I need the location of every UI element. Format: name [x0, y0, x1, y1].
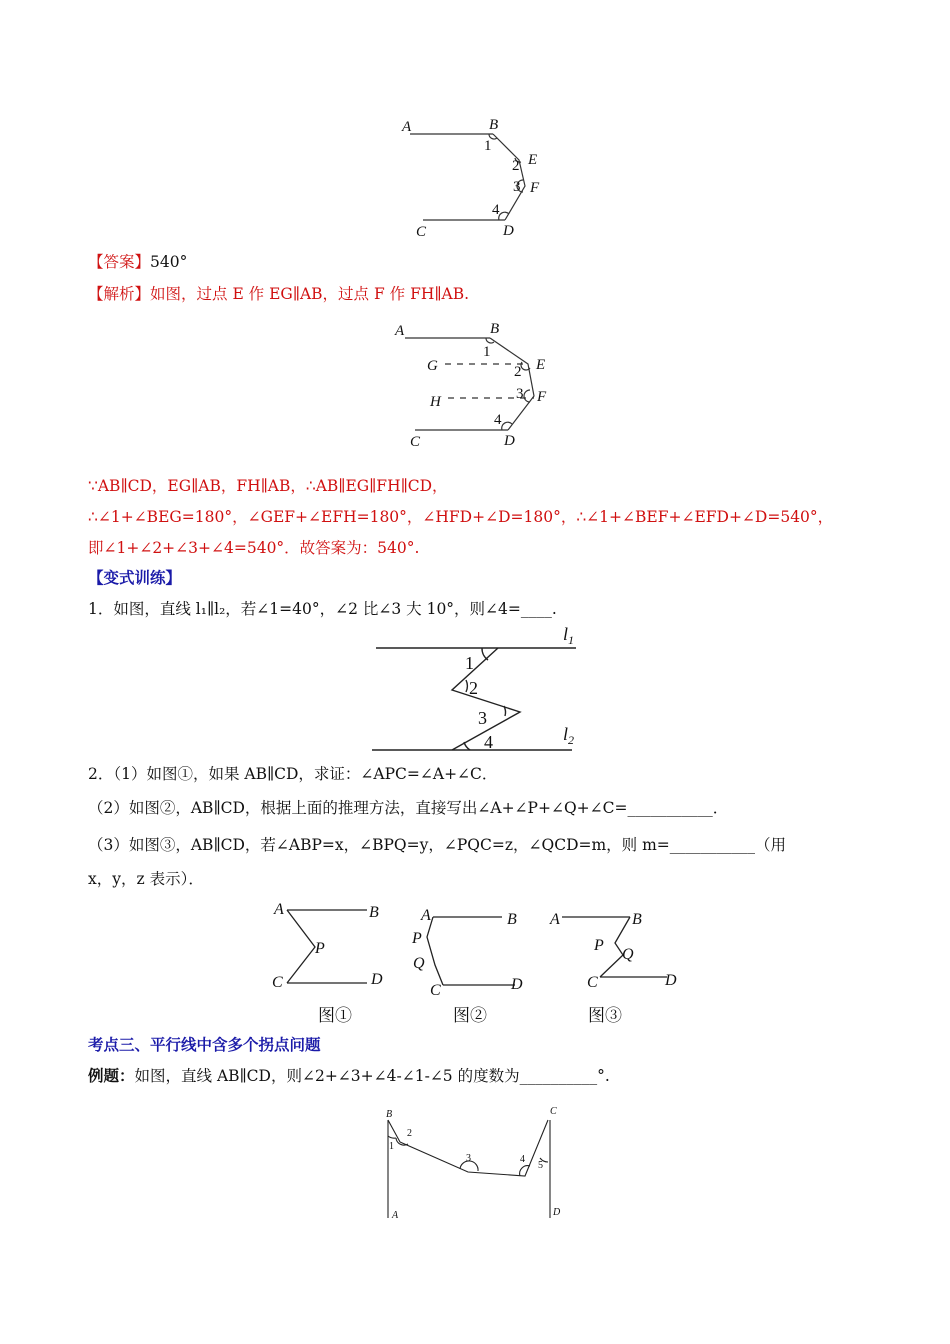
fig2-label-b: B: [490, 321, 500, 337]
question-2-1: 2．（1）如图①，如果 AB∥CD，求证：∠APC=∠A+∠C．: [88, 765, 498, 783]
question-2-2: （2）如图②，AB∥CD，根据上面的推理方法，直接写出∠A+∠P+∠Q+∠C=___________．: [88, 799, 729, 817]
figure-1: [395, 110, 565, 240]
figure-3: [370, 620, 590, 755]
f3-label-a: A: [550, 911, 560, 928]
f1-label-b: B: [369, 904, 379, 921]
f2-label-a: A: [421, 907, 431, 924]
fig4-label-5: 5: [538, 1160, 543, 1171]
answer-value: 540°: [150, 253, 188, 271]
fig4-label-d: D: [553, 1207, 561, 1218]
fig1-label-c: C: [416, 224, 427, 240]
fig3-label-3: 3: [478, 708, 487, 728]
fig2-label-h: H: [430, 394, 441, 410]
figure-2: [390, 318, 570, 453]
fig2-label-1: 1: [483, 344, 491, 360]
fig1-label-2: 2: [512, 158, 520, 174]
fig3-label-4: 4: [484, 732, 493, 752]
fig2-label-c: C: [410, 434, 421, 450]
fig1-label-4: 4: [492, 202, 500, 218]
fig1-label-d: D: [503, 223, 514, 239]
analysis-line: [88, 283, 469, 305]
fig4-label-b: B: [386, 1109, 393, 1120]
f1-caption: 图①: [318, 1006, 352, 1025]
f3-caption: 图③: [588, 1006, 622, 1025]
proof-line-1: ∵AB∥CD，EG∥AB，FH∥AB，∴AB∥EG∥FH∥CD，: [88, 477, 448, 495]
f3-label-p: P: [594, 937, 604, 954]
section3-heading: 考点三、平行线中含多个拐点问题: [88, 1035, 321, 1054]
fig2-label-3: 3: [516, 386, 524, 402]
fig2-label-4: 4: [494, 412, 502, 428]
fig1-label-3: 3: [513, 179, 521, 195]
f2-label-p: P: [412, 930, 422, 947]
example-text: 如图，直线 AB∥CD，则∠2+∠3+∠4-∠1-∠5 的度数为__________°.: [134, 1067, 610, 1085]
fig3-label-2: 2: [469, 678, 478, 698]
f3-label-b: B: [632, 911, 642, 928]
fig4-label-4: 4: [520, 1154, 525, 1165]
fig2-label-e: E: [536, 357, 546, 373]
fig2-label-f: F: [537, 389, 547, 405]
f2-label-b: B: [507, 911, 517, 928]
fig2-label-g: G: [427, 358, 438, 374]
f2-label-d: D: [511, 976, 523, 993]
proof-line-2: ∴∠1+∠BEG=180°，∠GEF+∠EFH=180°，∠HFD+∠D=180°，∴∠1+∠BEF+∠EFD+∠D=540°，: [88, 508, 834, 526]
fig4-label-3: 3: [466, 1153, 471, 1164]
fig2-label-2: 2: [514, 364, 522, 380]
f1-label-d: D: [371, 971, 383, 988]
analysis-text: 如图，过点 E 作 EG∥AB，过点 F 作 FH∥AB.: [150, 285, 470, 303]
fig1-label-e: E: [528, 152, 538, 168]
fig3-label-l2: $l_2$: [563, 724, 575, 747]
fig2-label-a: A: [395, 323, 405, 339]
f3-label-c: C: [587, 974, 598, 991]
answer-tag: 【答案】: [88, 253, 151, 271]
figure-4: [380, 1100, 570, 1225]
answer-line: [88, 251, 187, 273]
f2-label-c: C: [430, 982, 441, 999]
f3-label-d: D: [665, 972, 677, 989]
variant-heading: 【变式训练】: [88, 568, 182, 587]
fig1-label-a: A: [402, 119, 412, 135]
f3-label-q: Q: [622, 946, 634, 963]
analysis-tag: 【解析】: [88, 285, 151, 303]
fig1-label-b: B: [489, 117, 499, 133]
f1-label-p: P: [315, 940, 325, 957]
f2-label-q: Q: [413, 955, 425, 972]
fig4-label-c: C: [550, 1106, 557, 1117]
f2-caption: 图②: [453, 1006, 487, 1025]
fig4-label-1: 1: [389, 1141, 394, 1152]
question-1: 1．如图，直线 l₁∥l₂，若∠1=40°，∠2 比∠3 大 10°，则∠4=____.: [88, 600, 557, 618]
fig1-label-1: 1: [484, 138, 492, 154]
figure-set-123: [265, 895, 695, 1030]
f1-label-a: A: [274, 901, 284, 918]
fig4-label-2: 2: [407, 1128, 412, 1139]
fig3-label-1: 1: [465, 653, 474, 673]
fig4-label-a: A: [392, 1210, 399, 1221]
question-2-3: （3）如图③，AB∥CD，若∠ABP=x，∠BPQ=y，∠PQC=z，∠QCD=m，则 m=___________（用: [88, 836, 787, 854]
example-tag: 例题：: [88, 1066, 135, 1085]
fig2-label-d: D: [504, 433, 515, 449]
f1-label-c: C: [272, 974, 283, 991]
question-2-3b: x，y，z 表示）．: [88, 870, 204, 888]
fig1-label-f: F: [530, 180, 540, 196]
fig3-label-l1: $l_1$: [563, 624, 575, 647]
example-line: [88, 1065, 610, 1087]
proof-line-3: 即∠1+∠2+∠3+∠4=540°．故答案为：540°.: [88, 539, 420, 557]
